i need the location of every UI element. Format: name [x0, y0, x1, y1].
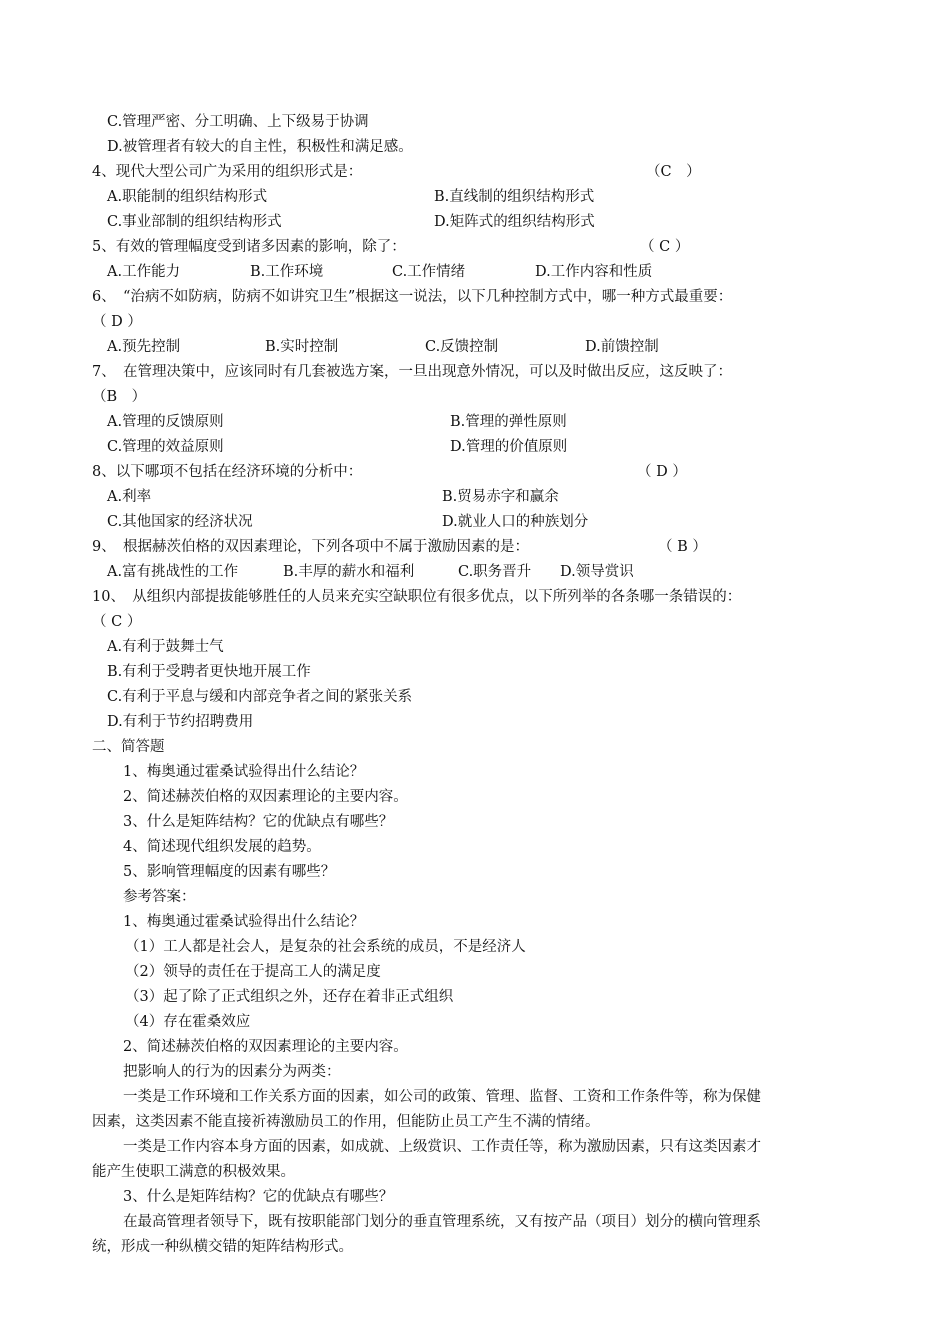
q6-stem: 6、 “治病不如防病，防病不如讲究卫生”根据这一说法，以下几种控制方式中，哪一种方式最重要：	[92, 289, 733, 305]
section-title: 二、简答题	[92, 739, 165, 755]
question-item: 5、影响管理幅度的因素有哪些？	[123, 864, 336, 880]
answer-2-paragraph-2-line-2: 能产生使职工满意的积极效果。	[92, 1164, 295, 1180]
answer-3-title: 3、什么是矩阵结构？它的优缺点有哪些？	[123, 1189, 394, 1205]
q5-option-a: A.工作能力	[107, 264, 181, 280]
q5-option-d: D.工作内容和性质	[535, 264, 653, 280]
q7-option-c: C.管理的效益原则	[107, 439, 224, 455]
answer-1-point: （4）存在霍桑效应	[125, 1014, 251, 1030]
answer-1-point: （3）起了除了正式组织之外，还存在着非正式组织	[125, 989, 454, 1005]
answer-3-paragraph-line-2: 统，形成一种纵横交错的矩阵结构形式。	[92, 1239, 353, 1255]
q5-stem: 5、有效的管理幅度受到诸多因素的影响，除了：	[92, 239, 406, 255]
q8-option-b: B.贸易赤字和赢余	[442, 489, 559, 505]
question-item: 4、简述现代组织发展的趋势。	[123, 839, 321, 855]
answer-3-paragraph-line-1: 在最高管理者领导下，既有按职能部门划分的垂直管理系统，又有按产品（项目）划分的横向管理系	[123, 1214, 761, 1230]
q8-option-d: D.就业人口的种族划分	[442, 514, 589, 530]
answer-1-title: 1、梅奥通过霍桑试验得出什么结论？	[123, 914, 365, 930]
q9-option-c: C.职务晋升	[458, 564, 532, 580]
answer-2-paragraph-1-line-1: 一类是工作环境和工作关系方面的因素，如公司的政策、管理、监督、工资和工作条件等，称为保健	[123, 1089, 761, 1105]
q6-answer: （ D ）	[92, 314, 142, 330]
q6-option-d: D.前馈控制	[585, 339, 659, 355]
q9-option-d: D.领导赏识	[560, 564, 634, 580]
question-item: 1、梅奥通过霍桑试验得出什么结论？	[123, 764, 365, 780]
q8-stem: 8、以下哪项不包括在经济环境的分析中：	[92, 464, 363, 480]
q7-option-d: D.管理的价值原则	[450, 439, 568, 455]
q5-option-c: C.工作情绪	[392, 264, 466, 280]
q10-option-c: C.有利于平息与缓和内部竞争者之间的紧张关系	[107, 689, 413, 705]
q9-option-a: A.富有挑战性的工作	[107, 564, 239, 580]
answer-1-point: （1）工人都是社会人，是复杂的社会系统的成员，不是经济人	[125, 939, 526, 955]
q10-option-b: B.有利于受聘者更快地开展工作	[107, 664, 311, 680]
q4-option-a: A.职能制的组织结构形式	[107, 189, 268, 205]
answer-1-point: （2）领导的责任在于提高工人的满足度	[125, 964, 381, 980]
answer-2-paragraph-2-line-1: 一类是工作内容本身方面的因素，如成就、上级赏识、工作责任等，称为激励因素，只有这类因素才	[123, 1139, 761, 1155]
q6-option-a: A.预先控制	[107, 339, 181, 355]
q10-answer: （ C ）	[92, 614, 142, 630]
q8-option-a: A.利率	[107, 489, 152, 505]
q4-stem: 4、现代大型公司广为采用的组织形式是：	[92, 164, 363, 180]
q9-stem: 9、 根据赫茨伯格的双因素理论，下列各项中不属于激励因素的是：	[92, 539, 529, 555]
q6-option-b: B.实时控制	[265, 339, 339, 355]
q4-option-b: B.直线制的组织结构形式	[434, 189, 595, 205]
q5-option-b: B.工作环境	[250, 264, 324, 280]
q10-option-d: D.有利于节约招聘费用	[107, 714, 254, 730]
q6-option-c: C.反馈控制	[425, 339, 499, 355]
question-item: 2、简述赫茨伯格的双因素理论的主要内容。	[123, 789, 408, 805]
q9-answer: （ B ）	[658, 539, 707, 555]
q7-option-a: A.管理的反馈原则	[107, 414, 224, 430]
q8-option-c: C.其他国家的经济状况	[107, 514, 253, 530]
q4-option-c: C.事业部制的组织结构形式	[107, 214, 282, 230]
q3-option-d: D.被管理者有较大的自主性，积极性和满足感。	[107, 139, 413, 155]
answer-2-title: 2、简述赫茨伯格的双因素理论的主要内容。	[123, 1039, 408, 1055]
answer-2-intro: 把影响人的行为的因素分为两类：	[123, 1064, 341, 1080]
q10-option-a: A.有利于鼓舞士气	[107, 639, 224, 655]
q7-answer: （B ）	[92, 389, 147, 405]
q7-stem: 7、 在管理决策中，应该同时有几套被选方案，一旦出现意外情况，可以及时做出反应，这反映了：	[92, 364, 732, 380]
answer-2-paragraph-1-line-2: 因素，这类因素不能直接祈祷激励员工的作用，但能防止员工产生不满的情绪。	[92, 1114, 600, 1130]
q9-option-b: B.丰厚的薪水和福利	[283, 564, 415, 580]
q5-answer: （ C ）	[640, 239, 690, 255]
q3-option-c: C.管理严密、分工明确、上下级易于协调	[107, 114, 369, 130]
question-item: 3、什么是矩阵结构？它的优缺点有哪些？	[123, 814, 394, 830]
q4-answer: （C ）	[646, 164, 701, 180]
reference-answer-label: 参考答案：	[123, 889, 196, 905]
q8-answer: （ D ）	[637, 464, 687, 480]
q4-option-d: D.矩阵式的组织结构形式	[434, 214, 595, 230]
q7-option-b: B.管理的弹性原则	[450, 414, 567, 430]
q10-stem: 10、 从组织内部提拔能够胜任的人员来充实空缺职位有很多优点，以下所列举的各条哪一条错误的：	[92, 589, 742, 605]
